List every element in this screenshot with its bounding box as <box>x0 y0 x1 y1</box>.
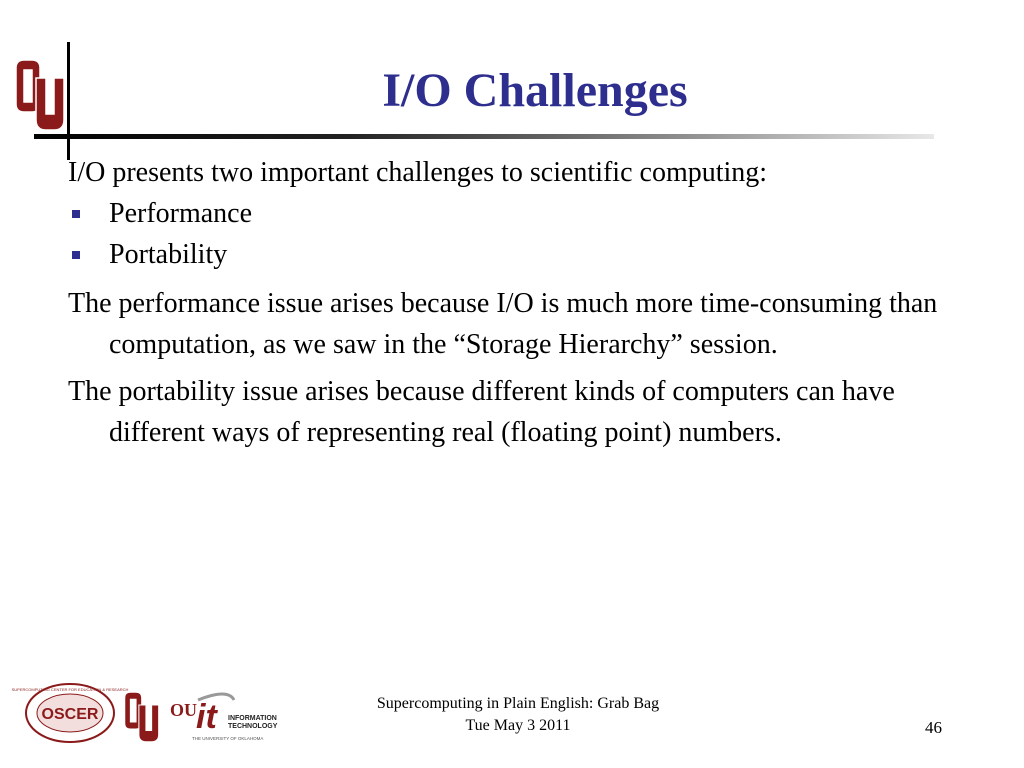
footer-line-2: Tue May 3 2011 <box>465 717 571 734</box>
it-text-university: THE UNIVERSITY OF OKLAHOMA <box>192 736 264 741</box>
footer-caption <box>330 693 706 737</box>
page-number: 46 <box>925 718 942 737</box>
intro-text: I/O presents two important challenges to scientific computing: <box>68 157 768 188</box>
header-vertical-line <box>67 42 70 160</box>
bullet-portability <box>68 234 948 275</box>
bullet-label: Portability <box>109 239 228 270</box>
oscer-logo <box>11 682 129 744</box>
header-rule <box>34 134 934 139</box>
slide-body <box>68 152 948 453</box>
bullet-square-icon <box>72 251 80 259</box>
footer-line-1: Supercomputing in Plain English: Grab Bag <box>376 695 660 712</box>
bullet-square-icon <box>72 210 80 218</box>
ou-logo <box>10 54 68 136</box>
it-text-technology: TECHNOLOGY <box>228 723 278 730</box>
slide-title: I/O Challenges <box>382 64 688 117</box>
ou-logo-footer <box>120 688 162 746</box>
paragraph-performance: The performance issue arises because I/O is much more time-consuming than computation, as we saw in the “Storage Hierarchy” session. <box>68 288 938 360</box>
bullet-performance <box>68 193 948 234</box>
svg-text:it: it <box>196 698 217 736</box>
ou-small-mark: OU <box>170 700 197 720</box>
ou-it-logo <box>168 686 288 746</box>
oscer-ring-text: SUPERCOMPUTING CENTER FOR EDUCATION & RESEARCH <box>11 687 129 692</box>
paragraph-portability: The portability issue arises because different kinds of computers can have different ways of representing real (floating point) numbers. <box>68 376 895 448</box>
it-text-information: INFORMATION <box>228 715 277 722</box>
oscer-wordmark: OSCER <box>41 706 99 723</box>
bullet-label: Performance <box>109 198 253 229</box>
